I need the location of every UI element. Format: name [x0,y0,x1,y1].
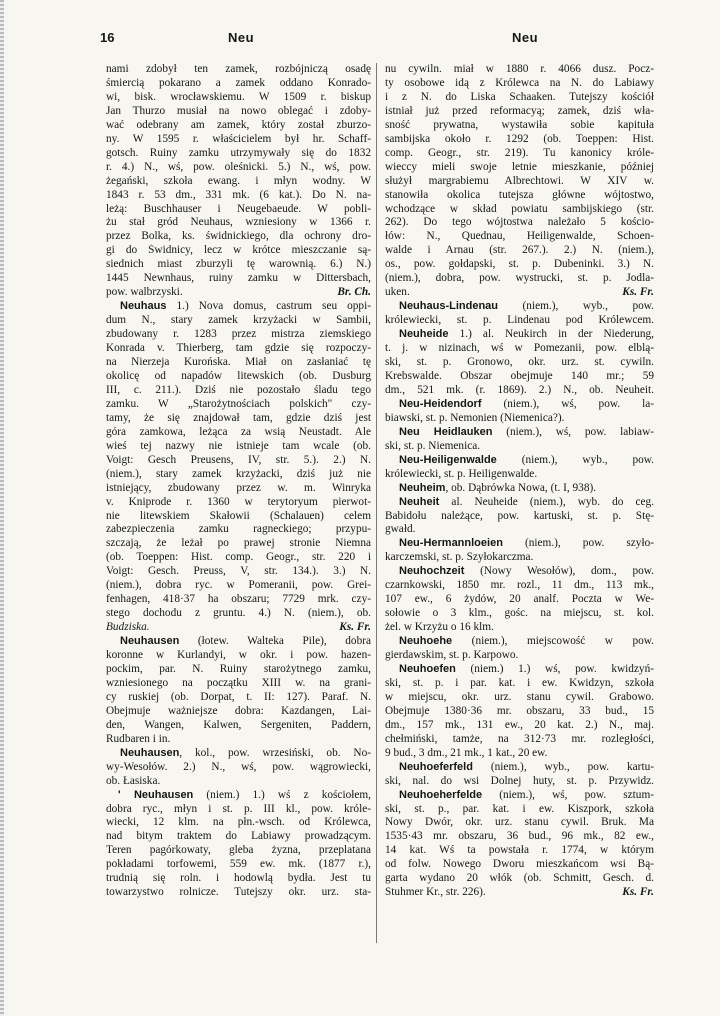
text-line [106,147,371,161]
text-line [106,803,371,817]
text-line [385,858,654,872]
text-line [385,216,654,230]
line-text: (ob. Toeppen: Hist. comp. Geogr., str. 220 i [106,551,371,564]
entry-headword: Neuheim [399,481,446,494]
text-line [385,370,654,384]
line-text: pockim, par. N. Ruiny starożytnego zamku, [106,662,371,675]
entry-start-line [106,789,371,803]
line-text: łów: N., Quednau, Heiligenwalde, Schoen- [385,230,654,243]
author-signature: Br. Ch. [337,286,371,299]
text-line [106,649,371,663]
text-line [106,77,371,91]
text-line [106,328,371,342]
text-line [106,621,371,635]
text-line [385,230,654,244]
line-text: gierdawskim, st. p. Karpowo. [385,649,519,662]
line-text: wieccy mieli swoje letnie mieszkanie, później [385,160,654,173]
line-text: (niem.), dobra ryc. w Pomeranii, pow. Grei- [106,579,371,592]
text-line [106,691,371,705]
line-text: leżą: Buschhauser i Neugebaeude. W pobli- [106,202,371,215]
line-text: chełmiński, tamże, na 312·73 mr. rozległości, [385,732,654,745]
line-text: ski, nal. do wsi Dolnej huty, st. p. Przywidz. [385,774,654,787]
line-text: żegański, szkoła ewang. i młyn wodny. W [106,174,371,187]
entry-headword: Neuhochzeit [399,565,465,578]
entry-start-line [385,328,654,342]
entry-start-line [385,761,654,775]
text-line [106,119,371,133]
line-text: karczemski, st. p. Szyłokarczma. [385,551,534,564]
text-line [106,537,371,551]
text-line [106,342,371,356]
line-text: sołowie o 3 klm., gośc. na miejscu, st. kol. [385,607,654,620]
text-line [385,816,654,830]
line-text: III, c. 211.). Dziś nie pozostało śladu tego [106,383,371,396]
line-text: królewiecki, st. p. Lindenau pod Królewcem. [385,314,654,327]
text-line [106,677,371,691]
text-line [385,314,654,328]
text-line [385,342,654,356]
line-text: 1445 Newnhaus, ruiny zamku w Dittersbach, [106,272,371,285]
line-text: t. j. w nizinach, wś w Pomezanii, pow. elblą- [385,342,654,355]
entry-headword: Neuhaus [120,300,167,313]
line-text: (Nowy Wesołów), dom., pow. [464,565,654,578]
text-line [106,663,371,677]
text-line [106,565,371,579]
line-text: czarnkowski, 1850 mr. rozl., 11 dm., 113 mk., [385,579,654,592]
line-text: Obejmuje ważniejsze dobra: Kazdangen, Lai- [106,704,371,717]
text-line [106,579,371,593]
text-line [106,607,371,621]
text-line [385,468,654,482]
entry-headword: Neuhoeferfeld [399,760,473,773]
line-text: ski, st. p. Niemenica. [385,439,481,452]
entry-start-line [385,635,654,649]
line-text: (niem.), pow. szyło- [502,537,654,550]
entry-headword: Neuhausen [120,635,180,648]
line-text: śmiercią pokarano a zamek oddano Konrado- [106,76,371,89]
text-line [385,719,654,733]
text-line [106,258,371,272]
line-text: Voigt: Gesch. Preuss, V, str. 134.). 3.) N. [106,565,371,578]
line-text: den, Wangen, Kalwen, Sergeniten, Paddern, [106,718,371,731]
author-signature: Ks. Fr. [339,621,371,634]
line-text: 1.) Nova domus, castrum seu oppi- [166,300,371,313]
text-line [385,775,654,789]
column-divider [376,63,377,943]
entry-start-line [385,663,654,677]
text-line [385,579,654,593]
text-line [106,189,371,203]
entry-headword: Neuhausen [120,746,180,759]
entry-headword: Neuhaus-Lindenau [399,300,499,313]
text-line [385,691,654,705]
text-line [106,830,371,844]
line-text: wchodzące w skład powiatu sambijskiego (str. [385,202,654,215]
line-text: szczają, że leżał po prawej stronie Niemna [106,537,371,550]
line-text: Jan Thurzo musiał na nowo oblegać i zdoby- [106,104,371,117]
line-text: wiecki, 12 klm. na płn.-wsch. od Królewca, [106,816,371,829]
line-text: stanowiła okolica tutejsza główne wójtostwo, [385,188,654,201]
text-line [106,440,371,454]
text-line [106,161,371,175]
line-text: Teren pagórkowaty, gleba żyzna, przeplatana [106,844,371,857]
author-signature: Ks. Fr. [622,286,654,299]
text-line [106,356,371,370]
text-line [385,872,654,886]
text-line [106,314,371,328]
text-line [385,886,654,900]
line-text: 107 ew., 6 żydów, 20 analf. Poczta w We- [385,593,654,606]
entry-headword: Neuhoehe [399,635,453,648]
line-text: uken. [385,286,410,299]
text-line [106,175,371,189]
line-text: koronne w Kurlandyi, w okr. i pow. hazen- [106,649,371,662]
line-text: góra zamkowa, leżąca za wsią Neustadt. Ale [106,425,371,438]
text-line [106,886,371,900]
right-running-headword: Neu [512,30,539,45]
line-text: żel. w Krzyżu o 16 klm. [385,621,494,634]
line-text: zabezpieczenia zamku ragneckiego; przypu- [106,523,371,536]
text-line [106,816,371,830]
line-text: (niem.), wyb., pow. kartu- [472,760,654,773]
line-text: (niem.), wś, pow. la- [481,397,654,410]
line-text: sność prywatna, wystawiła sobie kapituła [385,118,654,131]
text-line [385,705,654,719]
line-text: i z N. do Liska Schaaken. Tutejszy kościół [385,90,654,103]
line-text: nu cywiln. miał w 1880 r. 4066 dusz. Pocz- [385,63,654,75]
text-line [106,384,371,398]
line-text: Krebswalde. Obszar obejmuje 140 mr.; 59 [385,369,654,382]
entry-headword: Neuheit [399,495,440,508]
line-text: nami zdobył ten zamek, rozbójniczą osadę [106,63,371,75]
line-text: siednich miast zburzyli tę warownią. 6.) N.) [106,258,371,271]
line-text: Babidołu należące, pow. kartuski, st. p. Stę- [385,509,654,522]
line-text: Voigt: Gesch Preusens, IV, str. 5.). 2.) N. [106,453,371,466]
entry-start-line [385,482,654,496]
line-text: Budziska. [106,621,150,634]
line-text: 262). Do tego wójtostwa należało 5 kościo- [385,216,654,229]
text-line [385,286,654,300]
scan-edge [0,0,4,1016]
text-line [385,551,654,565]
text-line [106,551,371,565]
line-text: Konrada v. Thierberg, tam gdzie się rozpoczy- [106,342,371,355]
line-text: (niem.), wyb., pow. [496,453,654,466]
entry-start-line [385,300,654,314]
text-line [106,496,371,510]
line-text: Rudbaren i in. [106,732,171,745]
text-line [385,523,654,537]
text-line [385,649,654,663]
line-text: w miejscu, okr. urz. stanu cywil. Grabowo. [385,690,654,703]
entry-headword: Neu-Hermannloeien [399,537,503,550]
entry-start-line [385,565,654,579]
text-line [106,426,371,440]
line-text: dobra ryc., młyn i st. p. III kl., pow. króle- [106,802,371,815]
text-line [106,63,371,77]
text-line [385,91,654,105]
text-line [106,398,371,412]
running-head [100,30,645,50]
text-line [385,133,654,147]
text-line [385,677,654,691]
entry-start-line [385,789,654,803]
text-line [385,147,654,161]
text-line [106,272,371,286]
line-text: 14 kat. Wś ta powstała r. 1774, w którym [385,844,654,857]
page-number: 16 [100,30,115,45]
line-text: al. Neuheide (niem.), wyb. do ceg. [439,495,654,508]
line-text: służył margrabiemu Albrechtowi. W XIV w. [385,174,654,187]
line-text: gwałd. [385,523,416,536]
entry-start-line [106,635,371,649]
text-line [106,468,371,482]
line-text: ty osobowe idą z Królewca na N. do Labiawy [385,76,654,89]
line-text: walde i Arnau (str. 267.). 2.) N. (niem.), [385,244,654,257]
author-signature: Ks. Fr. [622,886,654,899]
line-text: zamku. W „Starożytnościach polskich" czy- [106,397,371,410]
line-text: os., pow. gołdapski, st. p. Dubeninki. 3.) N. [385,258,654,271]
text-line [106,719,371,733]
line-text: 1843 r. 53 dm., 331 mk. (6 kat.). Do N. na- [106,188,371,201]
line-text: dm., 521 mk. (r. 1869). 2.) N., ob. Neuheit. [385,383,654,396]
line-text: trudnią się roln. i hodowlą bydła. Jest tu [106,872,371,885]
text-line [385,244,654,258]
line-text: Obejmuje 1380·36 mr. obszaru, 33 bud., 15 [385,704,654,717]
line-text: na Nierzeja Kurońska. Miał on zasłaniać tę [106,356,371,369]
text-line [106,733,371,747]
line-text: (niem.), stary zamek krzyżacki, dziś już nie [106,467,371,480]
line-text: , ob. Dąbrówka Nowa, (t. I, 938). [445,481,597,494]
line-text: , kol., pow. wrzesiński, ob. No- [179,746,371,759]
entry-headword: Neu Heidlauken [399,425,493,438]
line-text: dum N., stary zamek krzyżacki w Sambii, [106,314,371,327]
text-line [106,91,371,105]
text-line [106,510,371,524]
line-text: (niem.) 1.) wś z kościołem, [193,788,371,801]
text-line [385,175,654,189]
entry-headword: Neuheide [399,328,449,341]
entry-headword: Neuhoeherfelde [399,788,483,801]
entry-headword: Neuhoefen [399,662,456,675]
text-line [385,747,654,761]
line-text: tamy, że się znajdował tam, gdzie dziś jest [106,411,371,424]
line-text: 9 bud., 3 dm., 21 mk., 1 kat., 20 ew. [385,746,548,759]
line-text: (niem.), miejscowość w pow. [452,635,654,648]
entry-start-line [385,398,654,412]
text-line [385,105,654,119]
entry-start-line [385,454,654,468]
line-text: ski, st. p. Gronowo, okr. urz. st. cywiln. [385,356,654,369]
line-text: sambijska około r. 1292 (ob. Toeppen: Hist. [385,132,654,145]
line-text: gi do Świdnicy, lecz w krótce mieszczanie są- [106,244,371,257]
line-text: (niem.), dobra, pow. wystrucki, st. p. Jodla- [385,272,654,285]
line-text: fenhagen, 418·37 ha obszaru; 7729 mrk. czy- [106,593,371,606]
text-line [385,203,654,217]
right-column [385,63,654,900]
text-line [106,105,371,119]
text-line [385,119,654,133]
line-text: biawski, st. p. Nemonien (Niemenica?). [385,411,565,424]
text-line [106,286,371,300]
text-line [385,621,654,635]
entry-headword: ' Neuhausen [118,788,194,801]
entry-start-line [385,537,654,551]
line-text: towarzystwo rolnicze. Tutejszy okr. urz. sta- [106,886,371,899]
line-text: wać odebrany am zamek, który został zburzo- [106,118,371,131]
text-line [106,761,371,775]
line-text: (niem.), wś, pow. labiaw- [492,425,654,438]
line-text: żu stał gród Neuhaus, wzniesiony w 1366 r. [106,216,371,229]
line-text: stego dochodu z gruntu. 4.) N. (niem.), ob. [106,607,371,620]
line-text: istniejący, zbudowany przez w. m. Winryka [106,481,371,494]
line-text: wi, bisk. wrocławskiemu. W 1509 r. biskup [106,90,371,103]
text-line [106,844,371,858]
text-line [106,705,371,719]
text-line [106,203,371,217]
line-text: wzniesionego na początku XIII w. na grani- [106,676,371,689]
text-line [385,844,654,858]
line-text: wy-Wesołów. 2.) N., wś, pow. wągrowiecki, [106,760,371,773]
text-line [385,510,654,524]
line-text: 1535·43 mr. obszaru, 36 bud., 96 mk., 82 ew., [385,830,654,843]
text-line [385,384,654,398]
entry-start-line [385,496,654,510]
line-text: wieś tej nazwy nie istnieje tam wcale (ob. [106,439,371,452]
text-line [106,454,371,468]
entry-start-line [106,300,371,314]
line-text: istniał już przed reformacyą; zamek, dziś wła- [385,104,654,117]
line-text: okolicę od napadów litewskich (ob. Dusburg [106,369,371,382]
text-line [106,216,371,230]
line-text: pow. walbrzyski. [106,286,183,299]
text-line [385,593,654,607]
entry-headword: Neu-Heiligenwalde [399,453,497,466]
text-line [385,63,654,77]
entry-start-line [106,747,371,761]
line-text: ny. W 1595 r. właścicielem był hr. Schaff- [106,132,371,145]
text-line [385,440,654,454]
text-line [106,858,371,872]
line-text: (łotew. Walteka Pile), dobra [179,635,371,648]
line-text: nad bitym traktem do Labiawy prowadzącym. [106,830,371,843]
text-line [385,77,654,91]
line-text: pokładami torfowemi, 559 ew. mk. (1877 r.), [106,858,371,871]
text-line [385,733,654,747]
left-running-headword: Neu [228,30,255,45]
line-text: 1.) al. Neukirch in der Niederung, [448,328,654,341]
line-text: (niem.), wyb., pow. [498,300,654,313]
text-line [385,161,654,175]
text-line [106,482,371,496]
text-line [106,523,371,537]
text-line [385,830,654,844]
line-text: Stuhmer Kr., str. 226). [385,886,486,899]
text-line [106,133,371,147]
line-text: ski, st. p., par. kat. i ew. Kiszpork, szkoła [385,802,654,815]
text-line [385,356,654,370]
line-text: Nowy Dwór, okr. urz. stanu cywil. Bruk. Ma [385,816,654,829]
line-text: cy ruskiej (ob. Dorpat, t. II: 127). Paraf. N. [106,690,371,703]
line-text: r. 4.) N., wś, pow. oleśnicki. 5.) N., wś, pow. [106,160,371,173]
line-text: (niem.) 1.) wś, pow. kwidzyń- [455,662,654,675]
text-line [385,803,654,817]
line-text: dm., 157 mk., 131 ew., 20 kat. 2.) N., maj. [385,718,654,731]
text-line [385,258,654,272]
line-text: v. Kniprode r. 1360 w terytoryum pierwot- [106,495,371,508]
text-line [385,189,654,203]
text-line [385,272,654,286]
line-text: od folw. Nowego Dworu mieszkańcom wsi Bą- [385,858,654,871]
text-line [106,593,371,607]
text-line [385,412,654,426]
text-line [385,607,654,621]
line-text: garta wydano 20 włók (ob. Schmitt, Gesch. d. [385,872,654,885]
text-line [106,244,371,258]
line-text: zbudowany r. 1283 przez mistrza ziemskiego [106,328,371,341]
line-text: nie litewskiem Skałowii (Schalauen) celem [106,509,371,522]
text-line [106,412,371,426]
line-text: ob. Łasiska. [106,774,161,787]
text-line [106,370,371,384]
left-column [106,63,371,900]
line-text: przez Bolka, ks. świdnickiego, dla ochrony dro- [106,230,371,243]
line-text: gotsch. Ruiny zamku utrzymywały się do 1832 [106,146,371,159]
text-line [106,230,371,244]
entry-start-line [385,426,654,440]
entry-headword: Neu-Heidendorf [399,397,482,410]
text-line [106,872,371,886]
line-text: ski, st. p. i par. kat. i ew. Kwidzyn, szkoła [385,676,654,689]
line-text: (niem.), wś, pow. sztum- [482,788,654,801]
text-line [106,775,371,789]
line-text: comp. Geogr., str. 219). Tu kanonicy króle- [385,146,654,159]
line-text: królewiecki, st. p. Heiligenwalde. [385,467,538,480]
